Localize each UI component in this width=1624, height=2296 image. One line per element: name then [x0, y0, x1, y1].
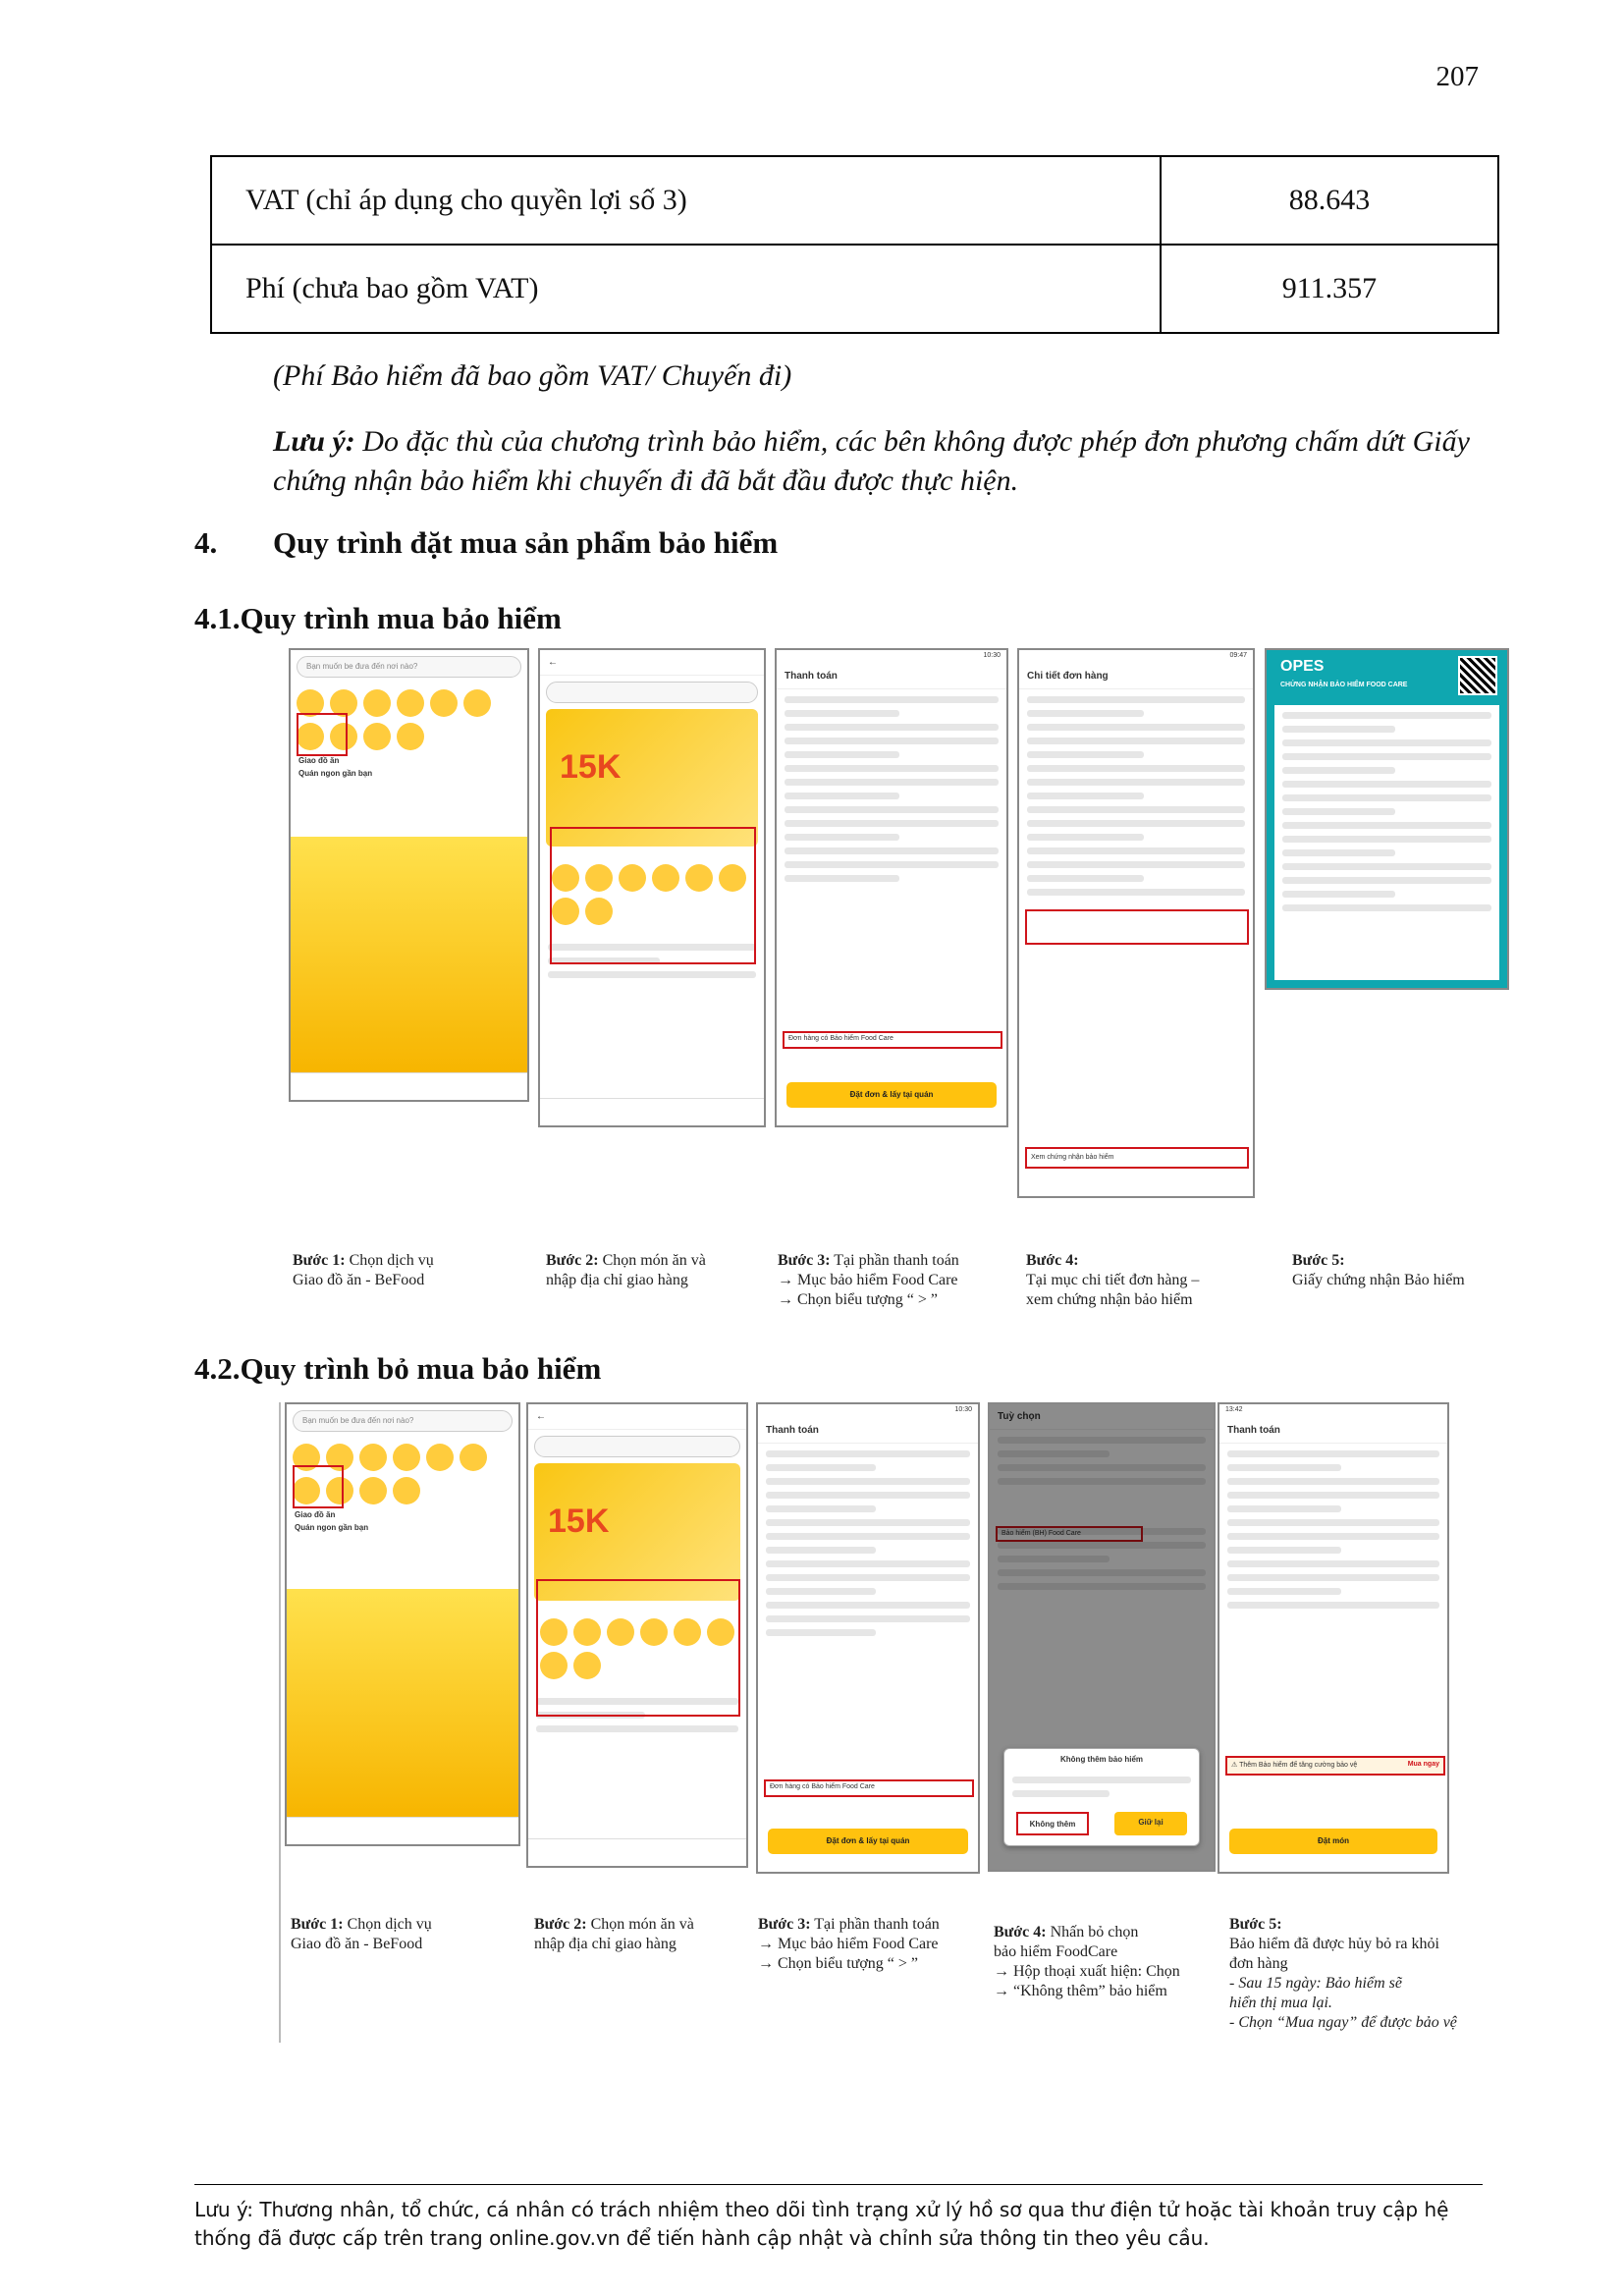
screen-certificate [1265, 648, 1509, 990]
caption-step: Bước 4: Tại mục chi tiết đơn hàng – xem chứng nhận bảo hiểm [1026, 1252, 1200, 1308]
promo-area [291, 837, 527, 1072]
add-insurance-row: ⚠ Thêm Bảo hiểm để tăng cường bảo vệ Mua ngay [1225, 1756, 1445, 1776]
caption-step: Bước 5: Giấy chứng nhận Bảo hiểm [1292, 1252, 1465, 1288]
insurance-option: Bảo hiểm (BH) Food Care [996, 1526, 1143, 1542]
screen-order-detail [1017, 648, 1255, 1198]
add-insurance-text: Thêm Bảo hiểm để tăng cường bảo vệ [1239, 1762, 1358, 1769]
caption-step: Bước 3: Tại phần thanh toán → Mục bảo hiểm Food Care → Chọn biểu tượng “ > ” [778, 1252, 959, 1308]
footer-note: Lưu ý: Thương nhân, tổ chức, cá nhân có trách nhiệm theo dõi tình trạng xử lý hồ sơ qua thư điện tử hoặc tài khoản truy cập hệ thống đã được cấp trên trang online.gov.vn để tiến hành cập nhật và chỉnh sửa thông tin theo yêu cầu. [194, 2198, 1449, 2250]
fee-label: Phí (chưa bao gồm VAT) [211, 245, 1161, 333]
checkout-title: Thanh toán [758, 1418, 978, 1444]
caption-step: Bước 3: Tại phần thanh toán → Mục bảo hiểm Food Care → Chọn biểu tượng “ > ” [758, 1916, 940, 1972]
status-bar: 13:42 [1225, 1406, 1243, 1413]
cert-title: CHỨNG NHẬN BẢO HIỂM FOOD CARE [1280, 682, 1408, 688]
section-title: Quy trình đặt mua sản phẩm bảo hiểm [273, 525, 779, 560]
confirm-dialog [1003, 1748, 1200, 1846]
bottom-nav [528, 1838, 746, 1866]
fee-value: 88.643 [1161, 156, 1498, 245]
promo-big: 15K [560, 748, 622, 786]
order-button: Đặt đơn & lấy tại quán [768, 1829, 968, 1854]
caution-text: Do đặc thù của chương trình bảo hiểm, các bên không được phép đơn phương chấm dứt Giấy chứng nhận bảo hiểm khi chuyến đi đã bắt đầu được thực hiện. [273, 425, 1470, 497]
promo-area [287, 1589, 518, 1817]
insurance-row: Đơn hàng có Bảo hiểm Food Care [783, 1031, 1002, 1049]
header-bar: ← [528, 1404, 746, 1430]
footer-divider [194, 2184, 1483, 2185]
dialog-keep-button: Giữ lại [1114, 1812, 1187, 1835]
checkout-title: Thanh toán [777, 664, 1006, 689]
fee-value: 911.357 [1161, 245, 1498, 333]
status-bar: 10:30 [954, 1406, 972, 1413]
insurance-row: Đơn hàng có Bảo hiểm Food Care [764, 1779, 974, 1797]
search-input [546, 682, 758, 703]
view-cert-row: Xem chứng nhận bảo hiểm [1025, 1147, 1249, 1169]
restaurants-title: Quán ngon gần bạn [298, 769, 373, 778]
search-input: Bạn muốn be đưa đến nơi nào? [293, 1410, 513, 1432]
service-label: Giao đồ ăn [298, 756, 340, 765]
dialog-no-button: Không thêm [1016, 1812, 1089, 1835]
highlight-box [293, 1465, 344, 1508]
caption-step: Bước 4: Nhấn bỏ chọn bảo hiểm FoodCare → Hộp thoại xuất hiện: Chọn → “Không thêm” bảo hiểm [994, 1924, 1180, 1999]
caption-step: Bước 5: Bảo hiểm đã được hủy bỏ ra khỏi đơn hàng - Sau 15 ngày: Bảo hiểm sẽ hiển thị mua lại. - Chọn “Mua ngay” để được bảo vệ [1229, 1916, 1457, 2031]
order-button: Đặt đơn & lấy tại quán [786, 1082, 997, 1108]
fee-note: (Phí Bảo hiểm đã bao gồm VAT/ Chuyến đi) [273, 359, 792, 392]
search-input: Bạn muốn be đưa đến nơi nào? [297, 656, 521, 678]
caption-step: Bước 2: Chọn món ăn và nhập địa chỉ giao hàng [534, 1916, 694, 1952]
service-label: Giao đồ ăn [295, 1510, 336, 1519]
caution-paragraph [273, 422, 1510, 501]
qr-code-icon [1458, 656, 1497, 695]
page-number: 207 [1435, 61, 1479, 92]
promo-banner [546, 709, 758, 847]
highlight-box [536, 1579, 740, 1717]
fee-label: VAT (chỉ áp dụng cho quyền lợi số 3) [211, 156, 1161, 245]
table-row [211, 245, 1498, 333]
caution-label: Lưu ý: [273, 425, 355, 458]
screen-home [289, 648, 529, 1102]
header-bar: ← [540, 650, 764, 676]
buy-now-link: Mua ngay [1407, 1761, 1439, 1768]
dialog-title: Không thêm bảo hiểm [1060, 1755, 1143, 1764]
bottom-nav [291, 1072, 527, 1100]
screen-checkout [775, 648, 1008, 1127]
checkout-title: Thanh toán [1219, 1418, 1447, 1444]
table-row [211, 156, 1498, 245]
status-bar: 10:30 [983, 652, 1001, 659]
divider [279, 1402, 281, 2043]
caption-step: Bước 1: Chọn dịch vụ Giao đồ ăn - BeFood [291, 1916, 432, 1952]
screen-checkout [756, 1402, 980, 1874]
screen-home [285, 1402, 520, 1846]
search-input [534, 1436, 740, 1457]
bottom-nav [540, 1098, 764, 1125]
fee-table [210, 155, 1499, 334]
screen-food [538, 648, 766, 1127]
section-heading [194, 525, 778, 561]
screen-food [526, 1402, 748, 1868]
status-bar: 09:47 [1229, 652, 1247, 659]
order-detail-title: Chi tiết đơn hàng [1019, 664, 1253, 689]
subheading-buy: 4.1.Quy trình mua bảo hiểm [194, 601, 562, 635]
bottom-nav [287, 1817, 518, 1844]
cert-paper [1274, 705, 1499, 980]
restaurants-title: Quán ngon gần bạn [295, 1523, 369, 1532]
section-number: 4. [194, 525, 218, 560]
highlight-box [550, 827, 756, 964]
promo-big: 15K [548, 1503, 610, 1540]
screen-checkout-after [1218, 1402, 1449, 1874]
screen-options [988, 1402, 1216, 1872]
caption-step: Bước 2: Chọn món ăn và nhập địa chỉ giao hàng [546, 1252, 706, 1288]
cert-logo: OPES [1280, 658, 1325, 675]
highlight-box [1025, 909, 1249, 945]
caption-step: Bước 1: Chọn dịch vụ Giao đồ ăn - BeFood [293, 1252, 434, 1288]
options-title: Tuỳ chọn [990, 1404, 1214, 1430]
subheading-remove: 4.2.Quy trình bỏ mua bảo hiểm [194, 1351, 602, 1386]
highlight-box [297, 713, 348, 756]
place-order-button: Đặt món [1229, 1829, 1437, 1854]
